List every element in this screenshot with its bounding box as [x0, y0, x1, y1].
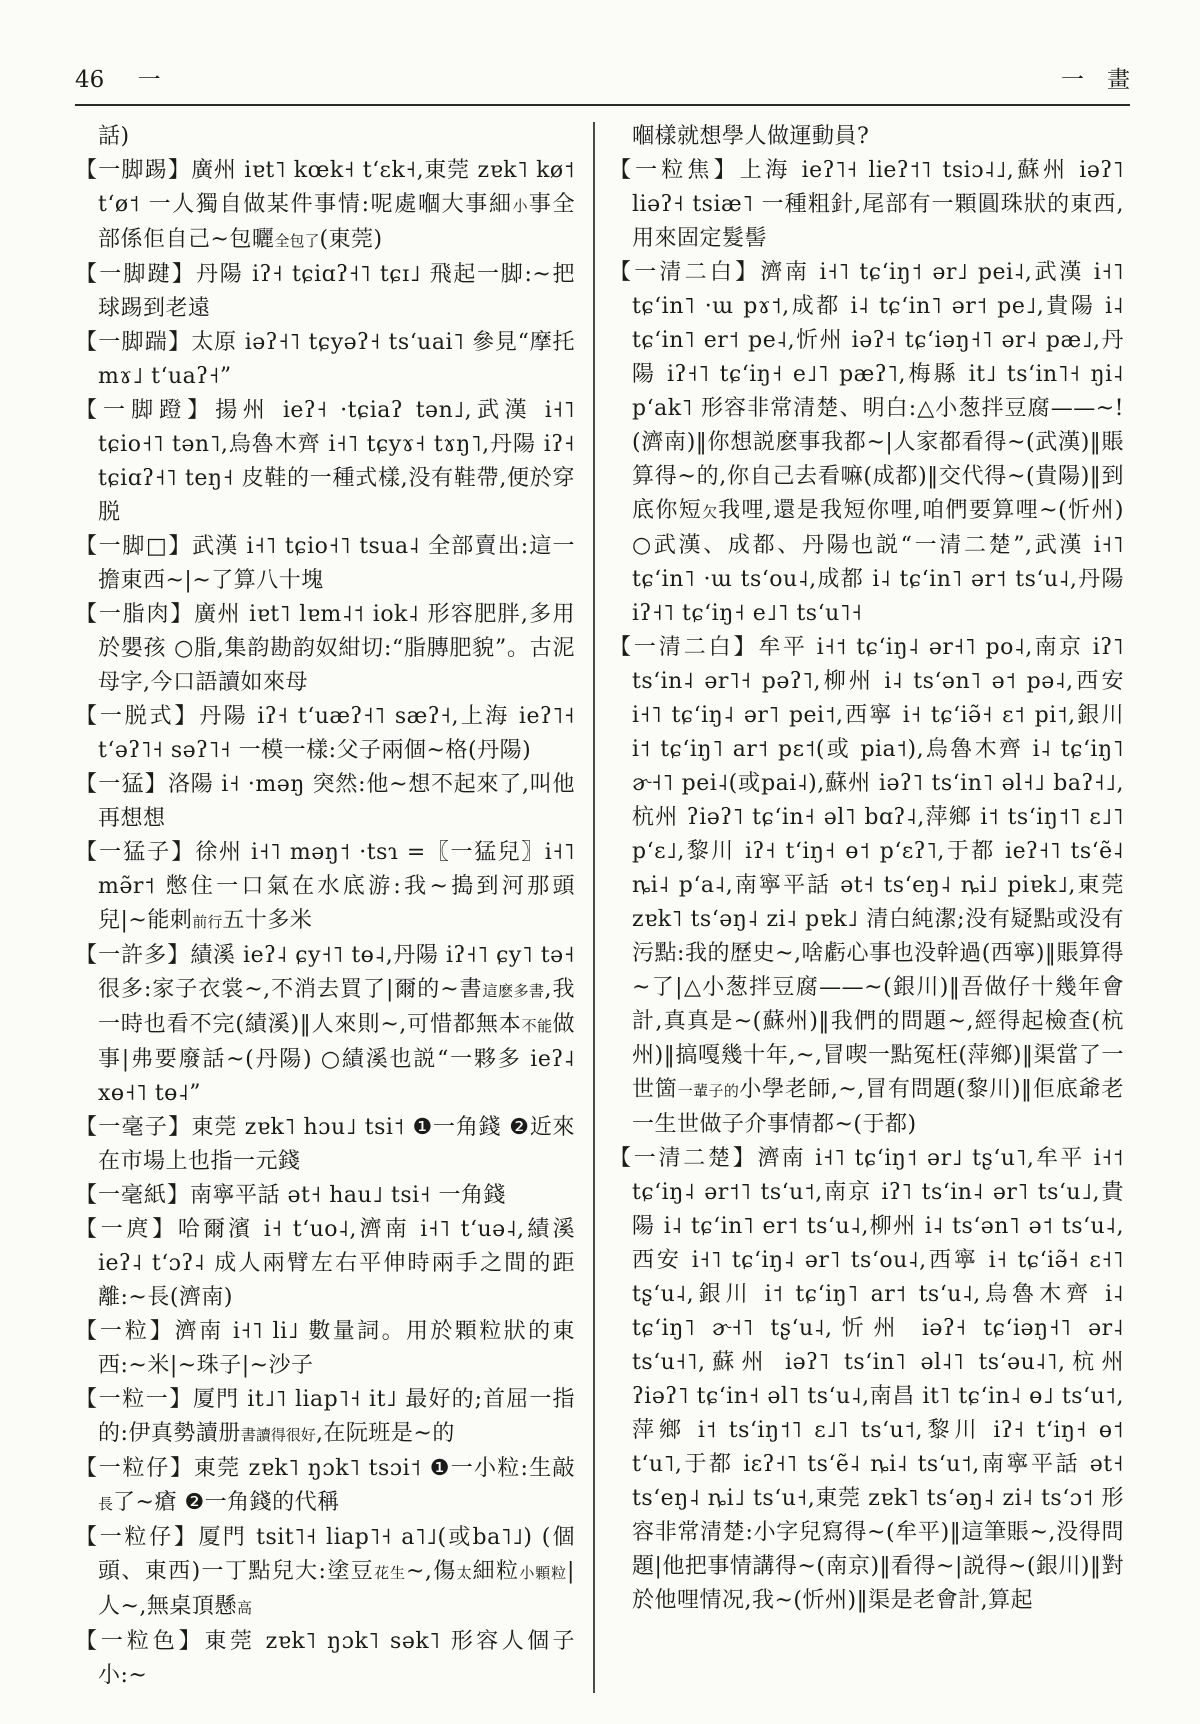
entry-text: ,在阮班是~的	[315, 1421, 455, 1446]
entry-text: 丹陽 iʔ˧ tɕiɑʔ˧˥ tɕɪ˩ 飛起一脚:~把球踢到老遠	[98, 262, 575, 321]
entry-headword: 【一清二白】	[609, 635, 759, 660]
column-divider	[593, 122, 595, 1693]
dictionary-entry	[75, 768, 575, 836]
page-header	[75, 66, 1130, 94]
entry-text: 徐州 i˧˥ məŋ˦ ·tsɿ =〖一猛兒〗i˧˥ mə̃r˦ 憋住一口氣在水底游:我~搗到河那頭兒|~能刺	[98, 840, 575, 933]
entry-text: 東莞 zɐk˥ ŋɔk˥ sək˥ 形容人個子小:~	[98, 1629, 575, 1688]
entry-headword: 【一猛子】	[75, 840, 196, 865]
entry-headword: 【一脚踺】	[75, 262, 196, 287]
dictionary-entry	[609, 256, 1124, 631]
entry-headword: 【一清二楚】	[609, 1146, 758, 1171]
entry-text: 話)	[98, 124, 130, 149]
left-column	[75, 120, 575, 1693]
dictionary-entry	[75, 154, 575, 258]
dictionary-entry	[75, 394, 575, 530]
entry-continuation	[609, 120, 1124, 154]
dictionary-entry	[75, 939, 575, 1111]
entry-text: 了~瘡 ❷一角錢的代稱	[113, 1490, 340, 1515]
dictionary-entry	[75, 1179, 575, 1213]
entry-headword: 【一脚踢】	[75, 158, 192, 183]
dictionary-entry	[75, 326, 575, 394]
entry-headword: 【一脚蹬】	[75, 398, 216, 423]
entry-headword: 【一粒色】	[75, 1629, 205, 1654]
entry-text: 做事|弗要廢話~(丹陽) ○績溪也説“一夥多 ieʔ˨ xɵ˧˥ tɵ˨”	[98, 1012, 575, 1106]
dictionary-entry	[75, 598, 575, 700]
gloss-annotation: 太	[456, 1564, 473, 1582]
gloss-annotation: 前行	[192, 913, 223, 931]
entry-headword: 【一脚□】	[75, 534, 193, 559]
entry-text: 廣州 iɐt˥ kœk˧ tʻɛk˧,東莞 zɐk˥ kø˦ tʻø˦ 一人獨自做某件事情:呢處嗰大事細	[98, 158, 575, 217]
entry-text: 濟南 i˧˥ li˩ 數量詞。用於顆粒狀的東西:~米|~珠子|~沙子	[98, 1319, 575, 1378]
dictionary-entry	[609, 631, 1124, 1142]
entry-text: 牟平 i˧˦ tɕʻiŋ˨ ər˧˥ po˨,南京 iʔ˥ tsʻin˨ ər˥˧ pəʔ˥,柳州 i˨ tsʻən˥ ə˦ pə˨,西安 i˧˥ tɕʻiŋ˨ ər˥ pei˦,西寧 i˧ tɕʻiə̃˧ ɛ˦ pi˦,銀川 i˦ tɕʻiŋ˥ ar˦ pɛ˦(或 pia˦),烏魯木齊 i˨ tɕʻiŋ˥ ɚ˧˥ pei˨(或pai˨),蘇州 iəʔ˥ tsʻin˥ əl˧˩ baʔ˧˩,杭州 ʔiəʔ˥ tɕʻin˧ əl˥ bɑʔ˨,萍鄉 i˦ tsʻiŋ˦˥ ɛ˩˥ pʻɛ˩,黎川 iʔ˧ tʻiŋ˧ ɵ˦ pʻɛʔ˥,于都 ieʔ˧˥ tsʻẽ˨ ȵi˨ pʻa˨,南寧平話 ət˧ tsʻeŋ˨ ȵi˩ piɐk˩,東莞 zɐk˥ tsʻəŋ˨ zi˨ pɐk˩ 清白純潔;没有疑點或没有污點:我的歷史~,啥虧心事也没幹過(西寧)‖賬算得~了|△小葱拌豆腐——~(銀川)‖吾做仔十幾年會計,真真是~(蘇州)‖我們的問題~,經得起檢查(杭州)‖搞嘎幾十年,~,冒喫一點冤枉(萍鄉)‖渠當了一世箇	[632, 635, 1124, 1102]
entry-text: 濟南 i˧˥ tɕʻiŋ˦ ər˩ tʂʻu˥,牟平 i˧˦ tɕʻiŋ˨ ər˦˥ tsʻu˦,南京 iʔ˥ tsʻin˨ ər˥ tsʻu˩,貴陽 i˨ tɕʻin˥ er˦ tsʻu˨,柳州 i˨ tsʻən˥ ə˦ tsʻu˨,西安 i˧˥ tɕʻiŋ˨ ər˥ tsʻou˨,西寧 i˧ tɕʻiə̃˧ ɛ˧˥ tʂʻu˨,銀川 i˦ tɕʻiŋ˥ ar˦ tsʻu˨,烏魯木齊 i˨ tɕʻiŋ˥ ɚ˧˥ tʂʻu˨,忻州 iəʔ˧ tɕʻiəŋ˧˥ ər˨ tsʻu˧˥,蘇州 iəʔ˥ tsʻin˥ əl˨˥ tsʻəu˨˥,杭州 ʔiəʔ˥ tɕʻin˧ əl˥ tsʻu˨,南昌 it˥ tɕʻin˨ ɵ˩ tsʻu˦,萍鄉 i˦ tsʻiŋ˦˥ ɛ˩˥ tsʻu˦,黎川 iʔ˧ tʻiŋ˧ ɵ˦ tʻu˥,于都 iɛʔ˧˥ tsʻẽ˨ ȵi˨ tsʻu˦,南寧平話 ət˧ tsʻeŋ˨ ȵi˩ tsʻu˧,東莞 zɐk˥ tsʻəŋ˨ zi˨ tsʻɔ˦ 形容非常清楚:小字兒寫得~(牟平)‖這筆賬~,没得問題|他把事情講得~(南京)‖看得~|説得~(銀川)‖對於他哩情况,我~(忻州)‖渠是老會計,算起	[632, 1146, 1124, 1613]
dictionary-entry	[609, 154, 1124, 256]
entry-text: 太原 iəʔ˧˥ tɕyəʔ˧ tsʻuai˥ 參見“摩托 mɤ˩ tʻuaʔ˧”	[98, 330, 575, 389]
dictionary-entry	[75, 1111, 575, 1179]
page-number: 46	[75, 67, 105, 93]
gloss-annotation: 一輩子的	[677, 1082, 740, 1100]
dictionary-entry	[75, 1315, 575, 1383]
dictionary-entry	[75, 700, 575, 768]
entry-headword: 【一毫紙】	[75, 1183, 191, 1208]
entry-text: 東莞 zɐk˥ hɔu˩ tsi˦ ❶一角錢 ❷近來在市場上也指一元錢	[98, 1115, 575, 1174]
entry-text: 洛陽 i˧ ·məŋ 突然:他~想不起來了,叫他再想想	[98, 772, 575, 831]
dictionary-entry	[75, 1521, 575, 1625]
dictionary-body	[75, 120, 1130, 1693]
entry-text: 事全部係佢自己~包曬	[98, 192, 575, 252]
entry-text: 上海 ieʔ˥˧ lieʔ˦˥ tsiɔ˨˩,蘇州 iəʔ˥ liəʔ˧ tsiæ˥ 一種粗針,尾部有一顆圓珠狀的東西,用來固定髮髻	[632, 158, 1124, 251]
dictionary-entry	[75, 1383, 575, 1452]
entry-headword: 【一粒仔】	[75, 1525, 199, 1550]
dictionary-entry	[75, 1625, 575, 1693]
entry-headword: 【一毫子】	[75, 1115, 192, 1140]
entry-headword: 【一粒】	[75, 1319, 175, 1344]
entry-text: 我哩,還是我短你哩,咱們要算哩~(忻州) ○武漢、成都、丹陽也説“一清二楚”,武漢 i˧˥ tɕʻin˥ ·ɯ tsʻou˨,成都 i˨ tɕʻin˥ ər˦ tsʻu˨,丹陽 iʔ˧˥ tɕʻiŋ˧ e˩˥ tsʻu˥˧	[632, 498, 1124, 626]
header-right	[1061, 66, 1130, 94]
entry-headword: 【一庹】	[75, 1217, 178, 1242]
entry-headword: 【一脂肉】	[75, 602, 195, 627]
entry-text: 嗰樣就想學人做運動員?	[632, 124, 870, 149]
dictionary-entry	[75, 1452, 575, 1521]
gloss-annotation: 欠	[702, 503, 719, 521]
entry-text: 廣州 iɐt˥ lɐm˨˦ iok˨ 形容肥胖,多用於嬰孩 ○脂,集韵勘韵奴紺切:“脂膞肥貌”。古泥母字,今口語讀如來母	[98, 602, 575, 695]
entry-headword: 【一清二白】	[609, 260, 761, 285]
gloss-annotation: 書讀得很好	[240, 1426, 316, 1444]
entry-headword: 【一粒仔】	[75, 1456, 194, 1481]
gloss-annotation: 這麽多書	[482, 982, 545, 1000]
header-left	[75, 66, 187, 94]
entry-headword: 【一粒一】	[75, 1387, 194, 1412]
entry-text: 丹陽 iʔ˧ tʻuæʔ˧˥ sæʔ˧,上海 ieʔ˥˧ tʻəʔ˥˧ səʔ˥˧ 一模一樣:父子兩個~格(丹陽)	[98, 704, 575, 763]
entry-text: ~,傷	[405, 1559, 457, 1584]
entry-text: (東莞)	[319, 227, 383, 252]
entry-text: 五十多米	[222, 908, 313, 933]
entry-text: 哈爾濱 i˧ tʻuo˨,濟南 i˧˥ tʻuə˨,績溪 ieʔ˨ tʻɔʔ˨ 成人兩臂左右平伸時兩手之間的距離:~長(濟南)	[98, 1217, 575, 1310]
entry-text: |人~,無桌頂懸	[98, 1559, 575, 1619]
entry-text: 小學老師,~,冒有問題(黎川)‖佢底爺老一生世做子介事情都~(于都)	[632, 1077, 1124, 1137]
entry-text: 揚州 ieʔ˧ ·tɕiaʔ tən˩,武漢 i˧˥ tɕio˧˥ tən˥,烏魯木齊 i˧˥ tɕyɤ˧ tɤŋ˥,丹陽 iʔ˧ tɕiɑʔ˧˥ teŋ˧ 皮鞋的一種式樣,没有鞋帶,便於穿脱	[98, 398, 575, 525]
stroke-section-label: 一 畫	[1061, 67, 1130, 93]
entry-text: 濟南 i˧˥ tɕʻiŋ˦ ər˩ pei˨,武漢 i˧˥ tɕʻin˥ ·ɯ pɤ˦,成都 i˨ tɕʻin˥ ər˦ pe˩,貴陽 i˨ tɕʻin˥ er˦ pe˨,忻州 iəʔ˧ tɕʻiəŋ˧˥ ər˨ pæ˩,丹陽 iʔ˧˥ tɕʻiŋ˧ e˩˥ pæʔ˥,梅縣 it˩ tsʻin˥˧ ŋi˨ pʻak˥ 形容非常清楚、明白:△小葱拌豆腐——~!(濟南)‖你想説麽事我都~|人家都看得~(武漢)‖賬算得~的,你自己去看嘛(成都)‖交代得~(貴陽)‖到底你短	[632, 260, 1124, 523]
entry-text: 厦門 tsit˥˧ liap˥˧ a˥˩(或ba˥˩) (個頭、東西)一丁點兒大:塗豆	[98, 1525, 575, 1584]
gloss-annotation: 花生	[374, 1564, 406, 1582]
dictionary-entry	[75, 1213, 575, 1315]
gloss-annotation: 不能	[521, 1017, 553, 1035]
entry-text: 武漢 i˧˥ tɕio˧˥ tsua˨ 全部賣出:這一擔東西~|~了算八十塊	[98, 534, 575, 593]
gloss-annotation: 長	[98, 1495, 114, 1513]
entry-text: 績溪 ieʔ˨ ɕy˧˥ tɵ˨,丹陽 iʔ˧˥ ɕy˥ tə˧ 很多:家子衣裳~,不消去買了|爾的~書	[98, 943, 575, 1002]
entry-headword: 【一脚踹】	[75, 330, 192, 355]
dictionary-entry	[75, 836, 575, 939]
entry-text: 厦門 it˩˥ liap˥˧ it˩ 最好的;首屈一指的:伊真勢讀册	[98, 1387, 575, 1446]
gloss-annotation: 小顆粒	[519, 1564, 568, 1582]
gloss-annotation: 全包了	[274, 232, 320, 250]
dictionary-entry	[75, 530, 575, 598]
section-character: 一	[137, 67, 161, 93]
dictionary-entry	[609, 1142, 1124, 1618]
right-column	[609, 120, 1124, 1693]
entry-headword: 【一許多】	[75, 943, 191, 968]
dictionary-entry	[75, 258, 575, 326]
entry-text: 細粒	[472, 1559, 520, 1584]
entry-continuation	[75, 120, 575, 154]
entry-headword: 【一猛】	[75, 772, 168, 797]
entry-text: 南寧平話 ət˧ hau˩ tsi˧ 一角錢	[190, 1183, 507, 1208]
header-rule	[75, 104, 1130, 106]
gloss-annotation: 小	[512, 197, 529, 215]
entry-headword: 【一脱式】	[75, 704, 200, 729]
entry-text: ,我一時也看不完(績溪)‖人來則~,可惜都無本	[98, 977, 575, 1037]
gloss-annotation: 高	[236, 1599, 252, 1617]
entry-text: 東莞 zɐk˥ ŋɔk˥ tsɔi˦ ❶一小粒:生敲	[193, 1456, 575, 1481]
entry-headword: 【一粒焦】	[609, 158, 740, 183]
